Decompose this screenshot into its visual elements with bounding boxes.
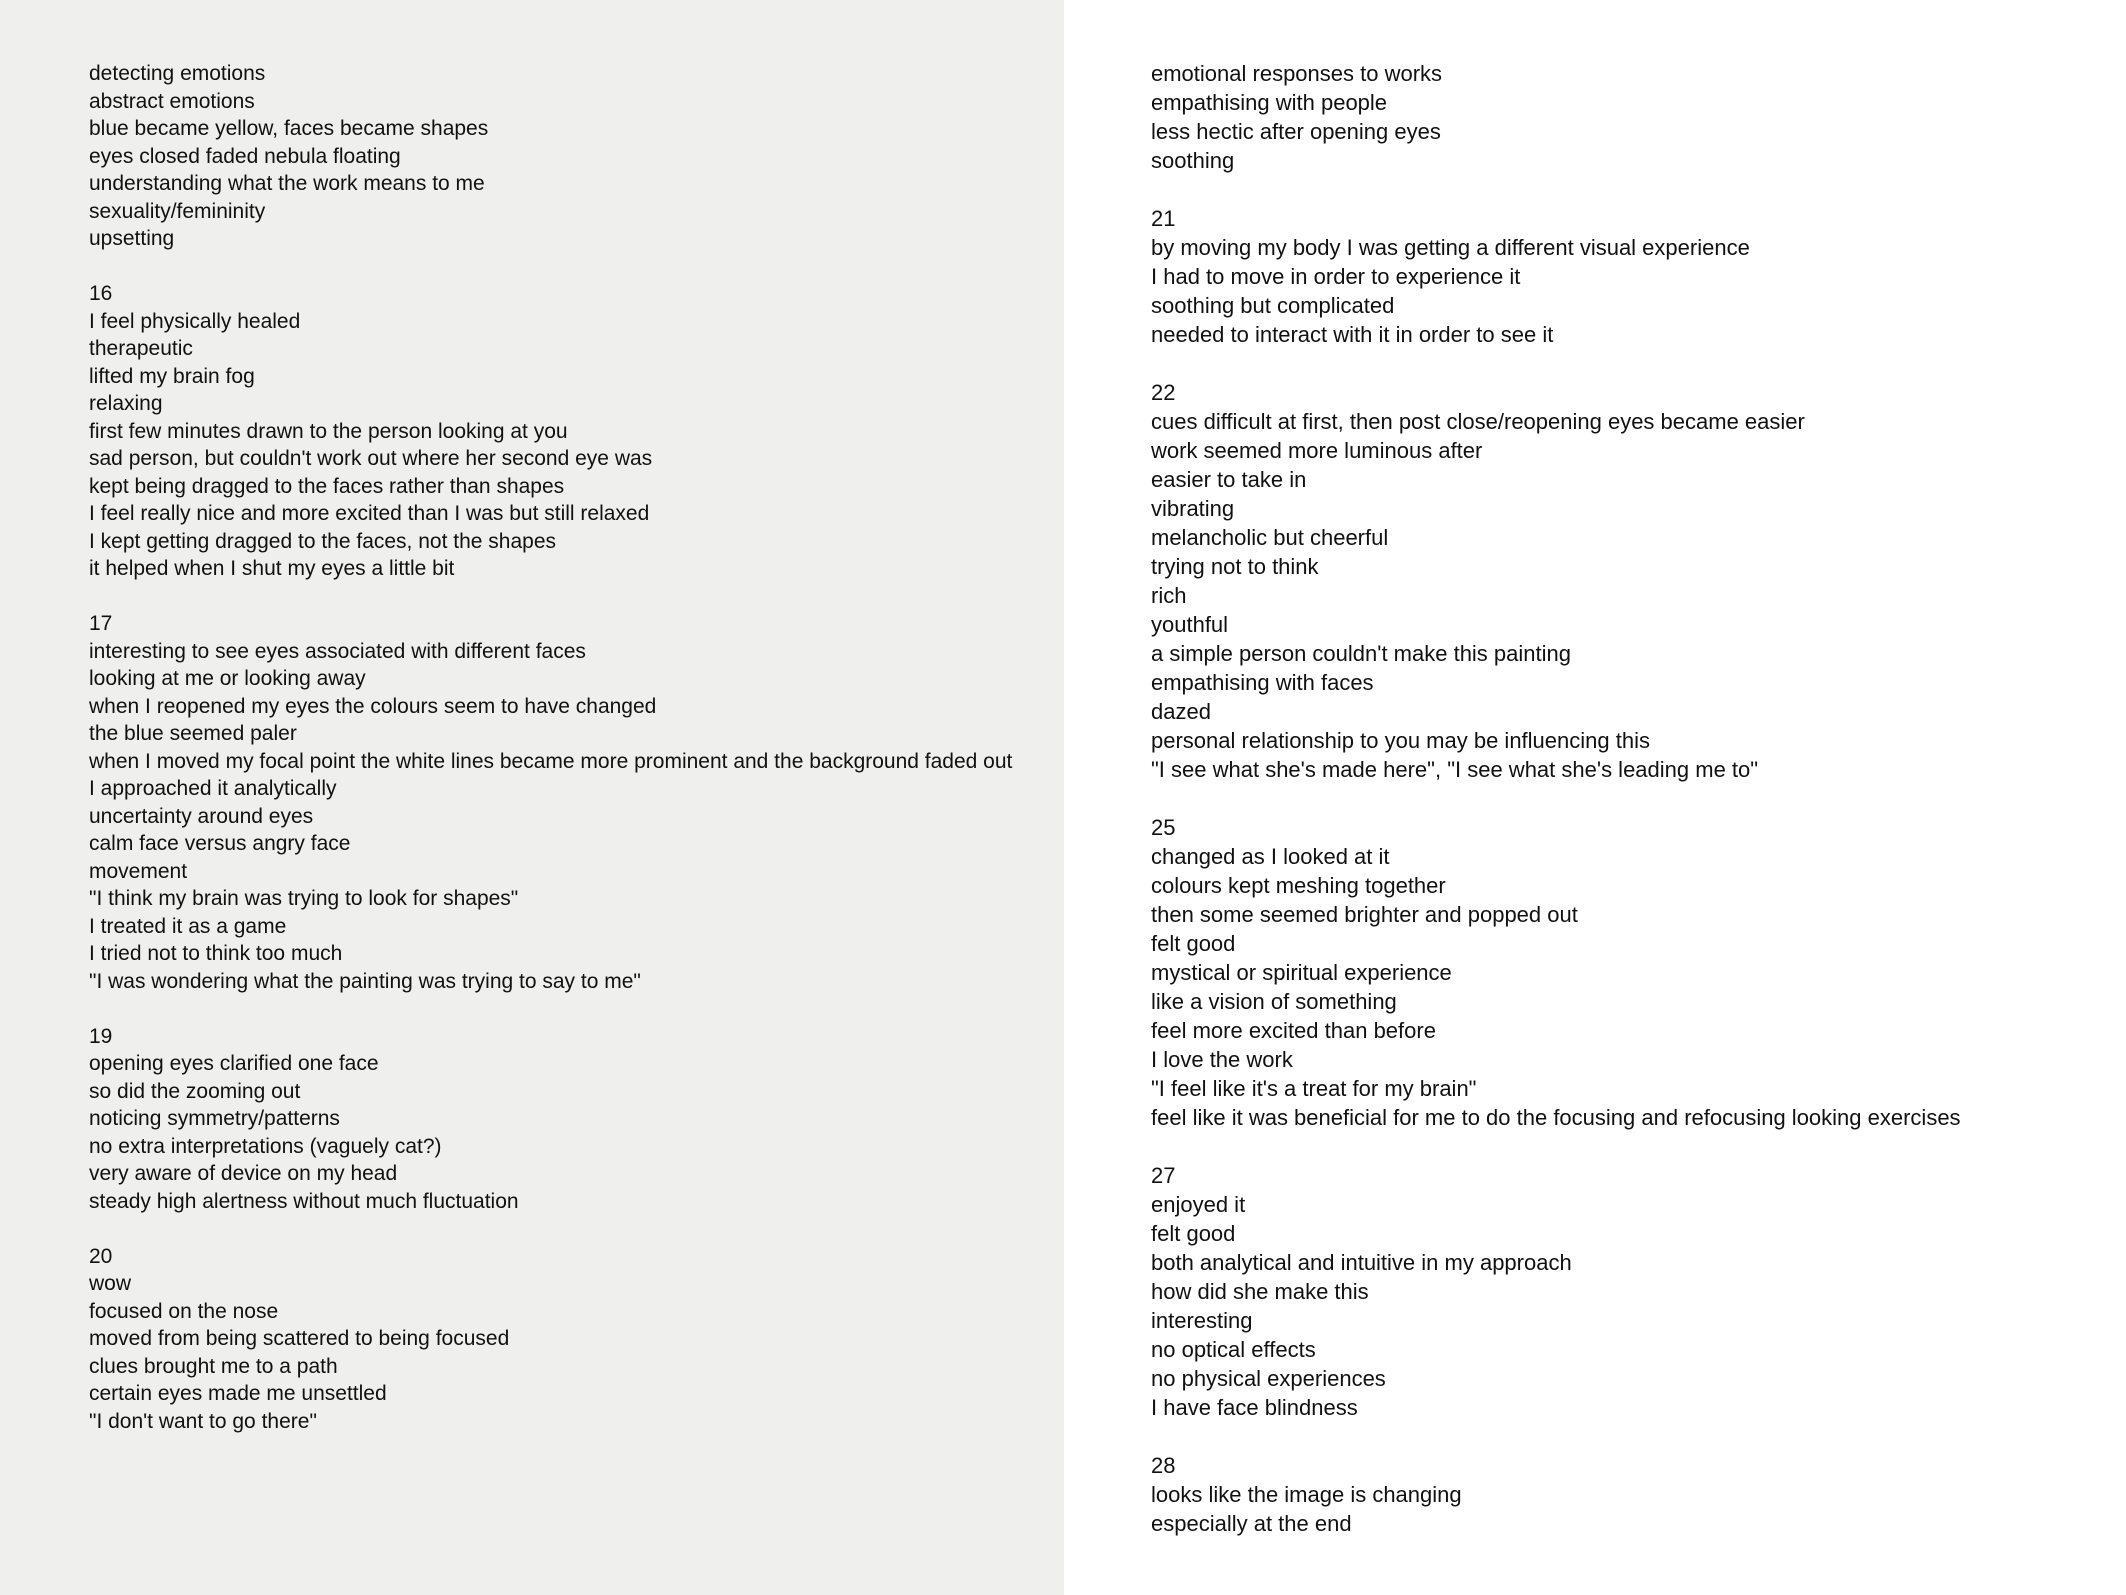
response-line: kept being dragged to the faces rather than shapes	[89, 474, 565, 498]
response-line: I love the work	[1151, 1047, 1293, 1072]
right-page	[1064, 0, 2126, 1595]
response-line: trying not to think	[1151, 554, 1319, 579]
response-line: abstract emotions	[89, 89, 255, 113]
response-line: calm face versus angry face	[89, 832, 351, 855]
response-line: I tried not to think too much	[89, 942, 343, 965]
response-section	[1151, 59, 2086, 175]
response-line: relaxing	[89, 392, 163, 415]
response-section	[1151, 204, 2086, 349]
response-line: when I reopened my eyes the colours seem to have changed	[89, 694, 657, 718]
response-line: feel more excited than before	[1151, 1018, 1436, 1043]
response-line: feel like it was beneficial for me to do the focusing and refocusing looking exercises	[1151, 1105, 1961, 1130]
response-line: I had to move in order to experience it	[1151, 264, 1521, 289]
response-line: I feel really nice and more excited than I was but still relaxed	[89, 502, 650, 525]
response-line: "I think my brain was trying to look for shapes"	[89, 887, 519, 910]
response-line: very aware of device on my head	[89, 1162, 398, 1185]
response-section	[89, 280, 1024, 583]
participant-number: 21	[1151, 206, 1176, 231]
response-line: youthful	[1151, 612, 1229, 637]
response-line: both analytical and intuitive in my approach	[1151, 1250, 1572, 1275]
response-line: upsetting	[89, 227, 175, 250]
response-line: I have face blindness	[1151, 1395, 1358, 1420]
participant-number: 16	[89, 282, 113, 305]
response-line: then some seemed brighter and popped out	[1151, 902, 1578, 927]
response-section	[89, 1243, 1024, 1436]
response-line: rich	[1151, 583, 1187, 608]
response-line: emotional responses to works	[1151, 61, 1443, 86]
response-line: melancholic but cheerful	[1151, 525, 1389, 550]
response-line: enjoyed it	[1151, 1192, 1246, 1217]
response-line: sad person, but couldn't work out where her second eye was	[89, 447, 653, 470]
response-line: "I don't want to go there"	[89, 1409, 317, 1433]
response-line: looks like the image is changing	[1151, 1482, 1462, 1507]
participant-number: 19	[89, 1024, 113, 1048]
response-line: changed as I looked at it	[1151, 844, 1390, 869]
response-line: noticing symmetry/patterns	[89, 1107, 340, 1130]
response-section	[89, 1023, 1024, 1216]
response-line: empathising with faces	[1151, 670, 1374, 695]
response-line: focused on the nose	[89, 1299, 279, 1323]
participant-number: 20	[89, 1244, 113, 1268]
response-line: eyes closed faded nebula floating	[89, 144, 401, 168]
response-line: less hectic after opening eyes	[1151, 119, 1441, 144]
response-line: "I feel like it's a treat for my brain"	[1151, 1076, 1477, 1101]
response-line: detecting emotions	[89, 62, 266, 85]
participant-number: 17	[89, 612, 113, 635]
response-line: cues difficult at first, then post close/reopening eyes became easier	[1151, 409, 1805, 434]
response-line: interesting	[1151, 1308, 1253, 1333]
response-line: colours kept meshing together	[1151, 873, 1446, 898]
response-line: a simple person couldn't make this painting	[1151, 641, 1571, 666]
response-line: by moving my body I was getting a different visual experience	[1151, 235, 1750, 260]
response-line: "I see what she's made here", "I see what she's leading me to"	[1151, 757, 1759, 782]
response-line: needed to interact with it in order to see it	[1151, 322, 1554, 347]
response-line: therapeutic	[89, 337, 193, 360]
response-line: easier to take in	[1151, 467, 1307, 492]
response-line: first few minutes drawn to the person looking at you	[89, 419, 568, 443]
response-line: vibrating	[1151, 496, 1235, 521]
response-section	[89, 60, 1024, 253]
response-line: "I was wondering what the painting was trying to say to me"	[89, 969, 641, 993]
response-line: soothing	[1151, 148, 1235, 173]
response-line: felt good	[1151, 1221, 1236, 1246]
response-line: clues brought me to a path	[89, 1354, 338, 1378]
response-line: mystical or spiritual experience	[1151, 960, 1452, 985]
participant-number: 28	[1151, 1453, 1176, 1478]
response-line: moved from being scattered to being focused	[89, 1327, 510, 1350]
response-line: empathising with people	[1151, 90, 1388, 115]
response-line: when I moved my focal point the white lines became more prominent and the background faded out	[89, 749, 1013, 773]
response-line: dazed	[1151, 699, 1211, 724]
response-line: no physical experiences	[1151, 1366, 1386, 1391]
response-line: I kept getting dragged to the faces, not the shapes	[89, 529, 556, 553]
response-line: work seemed more luminous after	[1151, 438, 1483, 463]
response-line: I approached it analytically	[89, 777, 337, 800]
response-line: it helped when I shut my eyes a little bit	[89, 557, 455, 580]
response-line: sexuality/femininity	[89, 199, 266, 223]
response-line: opening eyes clarified one face	[89, 1052, 379, 1075]
response-line: I feel physically healed	[89, 309, 301, 333]
participant-number: 25	[1151, 815, 1176, 840]
participant-number: 22	[1151, 380, 1176, 405]
response-line: personal relationship to you may be influencing this	[1151, 728, 1650, 753]
response-line: I treated it as a game	[89, 914, 287, 938]
response-line: no extra interpretations (vaguely cat?)	[89, 1134, 442, 1158]
response-line: blue became yellow, faces became shapes	[89, 117, 489, 140]
response-section	[1151, 1451, 2086, 1538]
response-line: movement	[89, 859, 188, 883]
response-line: so did the zooming out	[89, 1079, 301, 1103]
response-section	[1151, 1161, 2086, 1422]
response-line: uncertainty around eyes	[89, 804, 314, 828]
participant-number: 27	[1151, 1163, 1176, 1188]
response-line: like a vision of something	[1151, 989, 1397, 1014]
response-line: especially at the end	[1151, 1511, 1352, 1536]
response-line: certain eyes made me unsettled	[89, 1382, 387, 1405]
response-line: how did she make this	[1151, 1279, 1369, 1304]
response-section	[1151, 378, 2086, 784]
response-line: soothing but complicated	[1151, 293, 1395, 318]
response-section	[1151, 813, 2086, 1132]
response-line: felt good	[1151, 931, 1236, 956]
response-line: no optical effects	[1151, 1337, 1316, 1362]
response-section	[89, 610, 1024, 995]
response-line: lifted my brain fog	[89, 364, 255, 388]
response-line: steady high alertness without much fluctuation	[89, 1189, 519, 1213]
response-line: understanding what the work means to me	[89, 172, 485, 195]
response-line: interesting to see eyes associated with different faces	[89, 639, 586, 663]
response-line: wow	[89, 1272, 132, 1295]
response-line: looking at me or looking away	[89, 667, 366, 690]
response-line: the blue seemed paler	[89, 722, 297, 745]
